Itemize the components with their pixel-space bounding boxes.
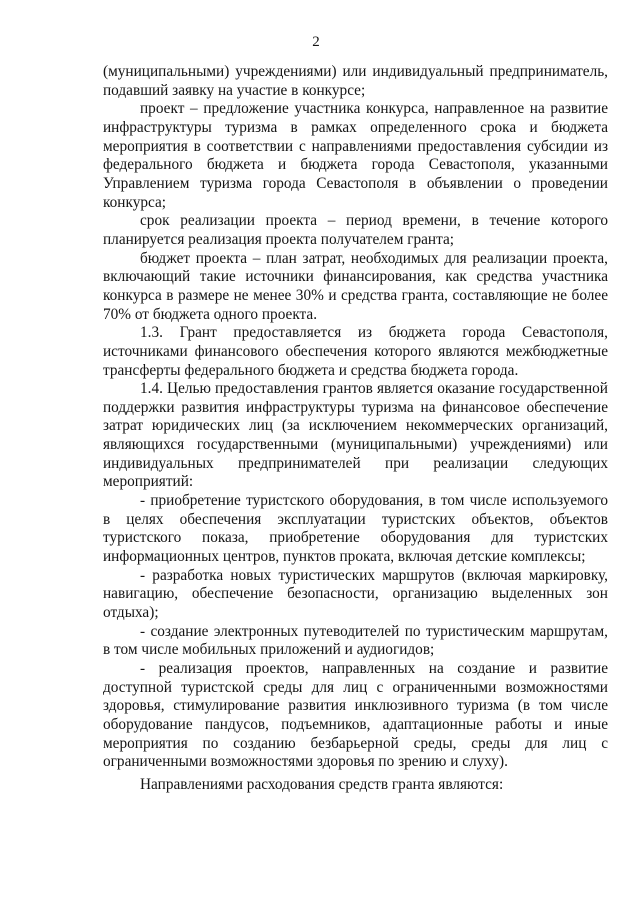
document-body bbox=[103, 63, 608, 795]
list-item-new-routes: - разработка новых туристических маршрутов (включая маркировку, навигацию, обеспечение безопасности, организацию выделенных зон отдыха); bbox=[103, 566, 608, 622]
list-item-accessible-environment: - реализация проектов, направленных на создание и развитие доступной туристской среды для лиц с ограниченными возможностями здоровья, стимулирование развития инклюзивного туризма (в том числе оборудование пандусов, подъемников, адаптационные работы и иные мероприятия по созданию безбарьерной среды, среды для лиц с ограниченными возможностями здоровья по зрению и слуху). bbox=[103, 660, 608, 771]
page-number: 2 bbox=[312, 34, 320, 50]
list-item-electronic-guides: - создание электронных путеводителей по туристическим маршрутам, в том числе мобильных приложений и аудиогидов; bbox=[103, 622, 608, 659]
paragraph-project-definition: проект – предложение участника конкурса, направленное на развитие инфраструктуры туризма в рамках определенного срока и бюджета мероприятия в соответствии с направлениями предоставления субсидии из федерального бюджета и бюджета города Севастополя, указанными Управлением туризма города Севастополя в объявлении о проведении конкурса; bbox=[103, 100, 608, 211]
paragraph-project-term-definition: срок реализации проекта – период времени, в течение которого планируется реализация проекта получателем гранта; bbox=[103, 212, 608, 248]
paragraph-clause-1-4: 1.4. Целью предоставления грантов является оказание государственной поддержки развития инфраструктуры туризма на финансовое обеспечение затрат юридических лиц (за исключением некоммерческих организаций, являющихся государственными (муниципальными) учреждениями) или индивидуальных предпринимателей при реализации следующих мероприятий: bbox=[103, 380, 608, 491]
paragraph-spending-directions: Направлениями расходования средств гранта являются: bbox=[140, 775, 504, 793]
list-item-equipment: - приобретение туристского оборудования, в том числе используемого в целях обеспечения эксплуатации туристских объектов, объектов туристского показа, приобретение оборудования для туристских информационных центров, пунктов проката, включая детские комплексы; bbox=[103, 492, 608, 566]
paragraph-clause-1-3: 1.3. Грант предоставляется из бюджета города Севастополя, источниками финансового обеспечения которого являются межбюджетные трансферты федерального бюджета и средства бюджета города. bbox=[103, 324, 608, 379]
paragraph-project-budget-definition: бюджет проекта – план затрат, необходимых для реализации проекта, включающий такие источники финансирования, как средства участника конкурса в размере не менее 30% и средства гранта, составляющие не более 70% от бюджета одного проекта. bbox=[103, 249, 608, 323]
paragraph-applicant-definition: (муниципальными) учреждениями) или индивидуальный предприниматель, подавший заявку на участие в конкурсе; bbox=[103, 63, 608, 99]
